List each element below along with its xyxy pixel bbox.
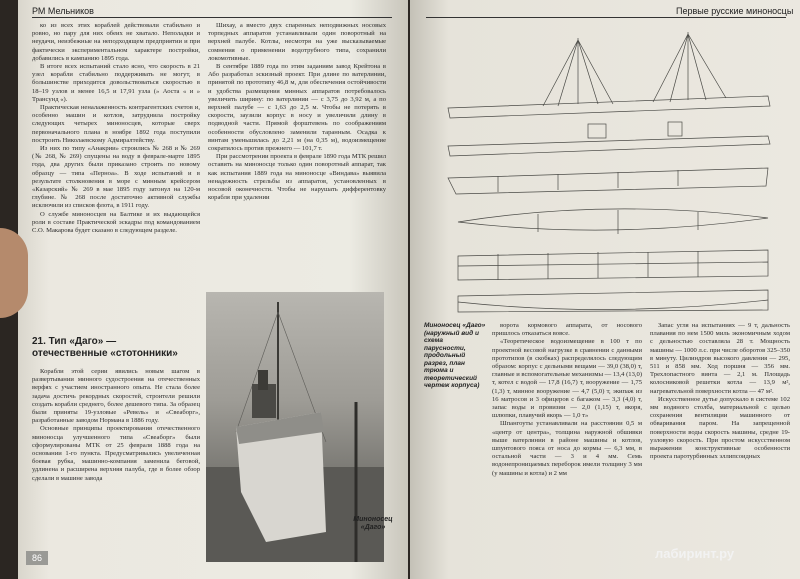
paragraph: ко из всех этих кораблей действовали стабильно и ровно, но пару для них обеих не хватало. Неполадки и неудачи, неизбежные на неподходящем предприятии и при фактически экспериментальном характере постройки, добавились в кампанию 1895 года. [32,22,200,62]
section-title: 21. Тип «Даго» — отечественные «стотонники» [32,336,178,359]
photo-caption: Миноносец «Даго» [353,516,393,531]
left-page [18,0,408,579]
left-column-2 [208,22,386,284]
technical-drawing [438,18,790,318]
left-running-header: РМ Мельников [32,6,94,16]
paragraph: Корабли этой серии явились новым шагом в развертывании минного судостроения на отечественных верфях с участием иностранного опыта. Не стала более задача достичь рекордных скоростей, строители решили создать корабли среднего, более дешевого типа. За образец были приняты 19-узловые «Ревель» и «Свеаборг», разработанные заводом Нормана в 1886 году. [32,368,200,425]
paragraph: «Теоретическое водоизмещение в 100 т по проектной весовой нагрузке в сравнении с данными прототипов (в скобках) распределялось следующим образом: корпус с дельными вещами — 39,0 (38,0) т, главные и вспомогательные механизмы — 13,4 (13,0) т, котел с водой — 17,8 (16,7) т, вооружение — 1,75 (1,3) т, минное вооружение — 4,7 (5,0) т, экипаж из 16 матросов и 3 офицеров с багажом — 3,3 (4,0) т, запас воды и провизии — 2,0 (1,15) т, якоря, шлюпки, плавучий якорь — 1,0 т» [492,338,642,420]
right-column-1 [492,322,642,562]
paragraph: Шихау, а вместо двух спаренных неподвижных носовых торпедных аппаратов устанавливали один поворотный на верхней палубе. Котлы, несмотря на уже высказываемые сомнения о применении водотрубного типа, сохранили локомотивные. [208,22,386,62]
paragraph: Запас угля на испытаниях — 9 т, дальность плавания по нем 1500 миль экономичным ходом с дельностью составляла 28 т. Мощность машины — 1000 л.с. при числе оборотов 325–350 в минуту. Цилиндров высокого давления — 295, 511 и 858 мм. Ход поршня — 356 мм. Трехлопастного винта — 2,1 м. Площадь колосниковой решетки котла — 13,9 м², нагревательной поверхности котла — 47 м². [650,322,790,395]
left-header-rule [32,17,392,18]
paragraph: В итоге всех испытаний стало ясно, что скорость в 21 узел корабли стабильно поддерживать не могут, в большинстве приходится довольствоваться скоростью в 18–19 узлов и менее 16,5 и 17,91 узла (» Аоста « и » Трансунд «). [32,63,200,103]
watermark-logo: лабиринт.ру [655,546,735,561]
page-number: 86 [26,551,48,565]
paragraph: О службе миноносцев на Балтике и их выдающейся роли в составе Практической эскадры под командованием С.О. Макарова будет сказано в следующем разделе. [32,210,200,235]
right-running-header: Первые русские миноносцы [676,6,794,16]
paragraph: Основные принципы проектирования отечественного миноносца улучшенного типа «Свеаборг» были сформулированы МТК от 25 февраля 1888 года на основании 1-го пункта. Предусматривались увеличенная боевая рубка, машинно-компания заменила беговой, удлинена и расширена верхняя палуба, где в более обзор сделали в машине завода [32,425,200,482]
paragraph: В сентябре 1889 года по этим заданиям завод Крейтона в Або разработал эскизный проект. При длине по ватерлинии, принятой по прототипу 46,8 м, для обеспечения остойчивости и удобства размещения минных аппаратов потребовалось увеличить ширину: по ватерлинии — с 3,75 до 3,92 м, а по верхней палубе — с 1,63 до 2,5 м. Чтобы не потерять в скорости, заузили корпус в носу и увеличили длину в подводной части. Прямой форштевень по соображениям особенности обусловлено заменили таранным. Осадка к винтам уменьшилась до 2,21 м (на 0,35 м), водоизмещение сократилось против прежнего — 101,7 т. [208,63,386,153]
paragraph: ворота кормового аппарата, от носового пришлось отказаться вовсе. [492,322,642,338]
left-column-1-top [32,22,200,332]
drawing-caption: Миноносец «Даго» (наружный вид и схема парусности, продольный разрез, план трюма и теоретический чертеж корпуса) [424,322,486,389]
right-column-2 [650,322,790,552]
paragraph: Шпангоуты устанавливали на расстоянии 0,5 м «центр от центра», толщина наружной обшивки выше ватерлинии в районе машины и котлов, шпунтового пояса от носа до кормы — 6,3 мм, в остальной части — 3 и 4 мм. Семь водонепроницаемых переборок имели толщину 3 мм (у машины и котла) и 2 мм [492,420,642,477]
paragraph: Практическая неналаженность контрагентских счетов и, особенно машин и котлов, затруднила постройку следующих четырех миноносцев, которые сверх первоначального плана в ноябре 1892 года поступили построить Николаевскому Адмиралтейству. [32,104,200,144]
paragraph: Из них по типу «Анакрии» строились № 268 и № 269 (№ 268, № 269) спущены на воду в феврале-марте 1895 года, два других были приказано строить по новому образцу — типа «Перноа». В ходе испытаний и в результате столкновения в море с минным крейсером «Казарский» № 269 в мае 1895 году затонул на 120-м глубине. № 268 после достаточно активной службы исключили из списков флота, в 1911 году. [32,145,200,210]
paragraph: При рассмотрении проекта в феврале 1890 года МТК решил оставить на миноносце только один поворотный аппарат, так как испытания 1889 года на миноносце «Виндава» выявила ненадежность стрельбы из аппаратов, установленных в носовой оконечности. Чтобы не нарушать дифферентовку корабля при удалении [208,153,386,202]
right-page [410,0,800,579]
thumb-holding-book [0,228,28,318]
paragraph: Искусственное дутье допускало в системе 102 мм водяного столба, материальной с целью сохранения вентиляции машинного от обваривания паром. На запрещенной поверхности воды скорость машины, средне 19-узловую скорость. При простом искусственном выражении конструктивные особенности проекта паротурбинных эллипсоидных [650,395,790,461]
left-column-1-bottom [32,368,200,548]
